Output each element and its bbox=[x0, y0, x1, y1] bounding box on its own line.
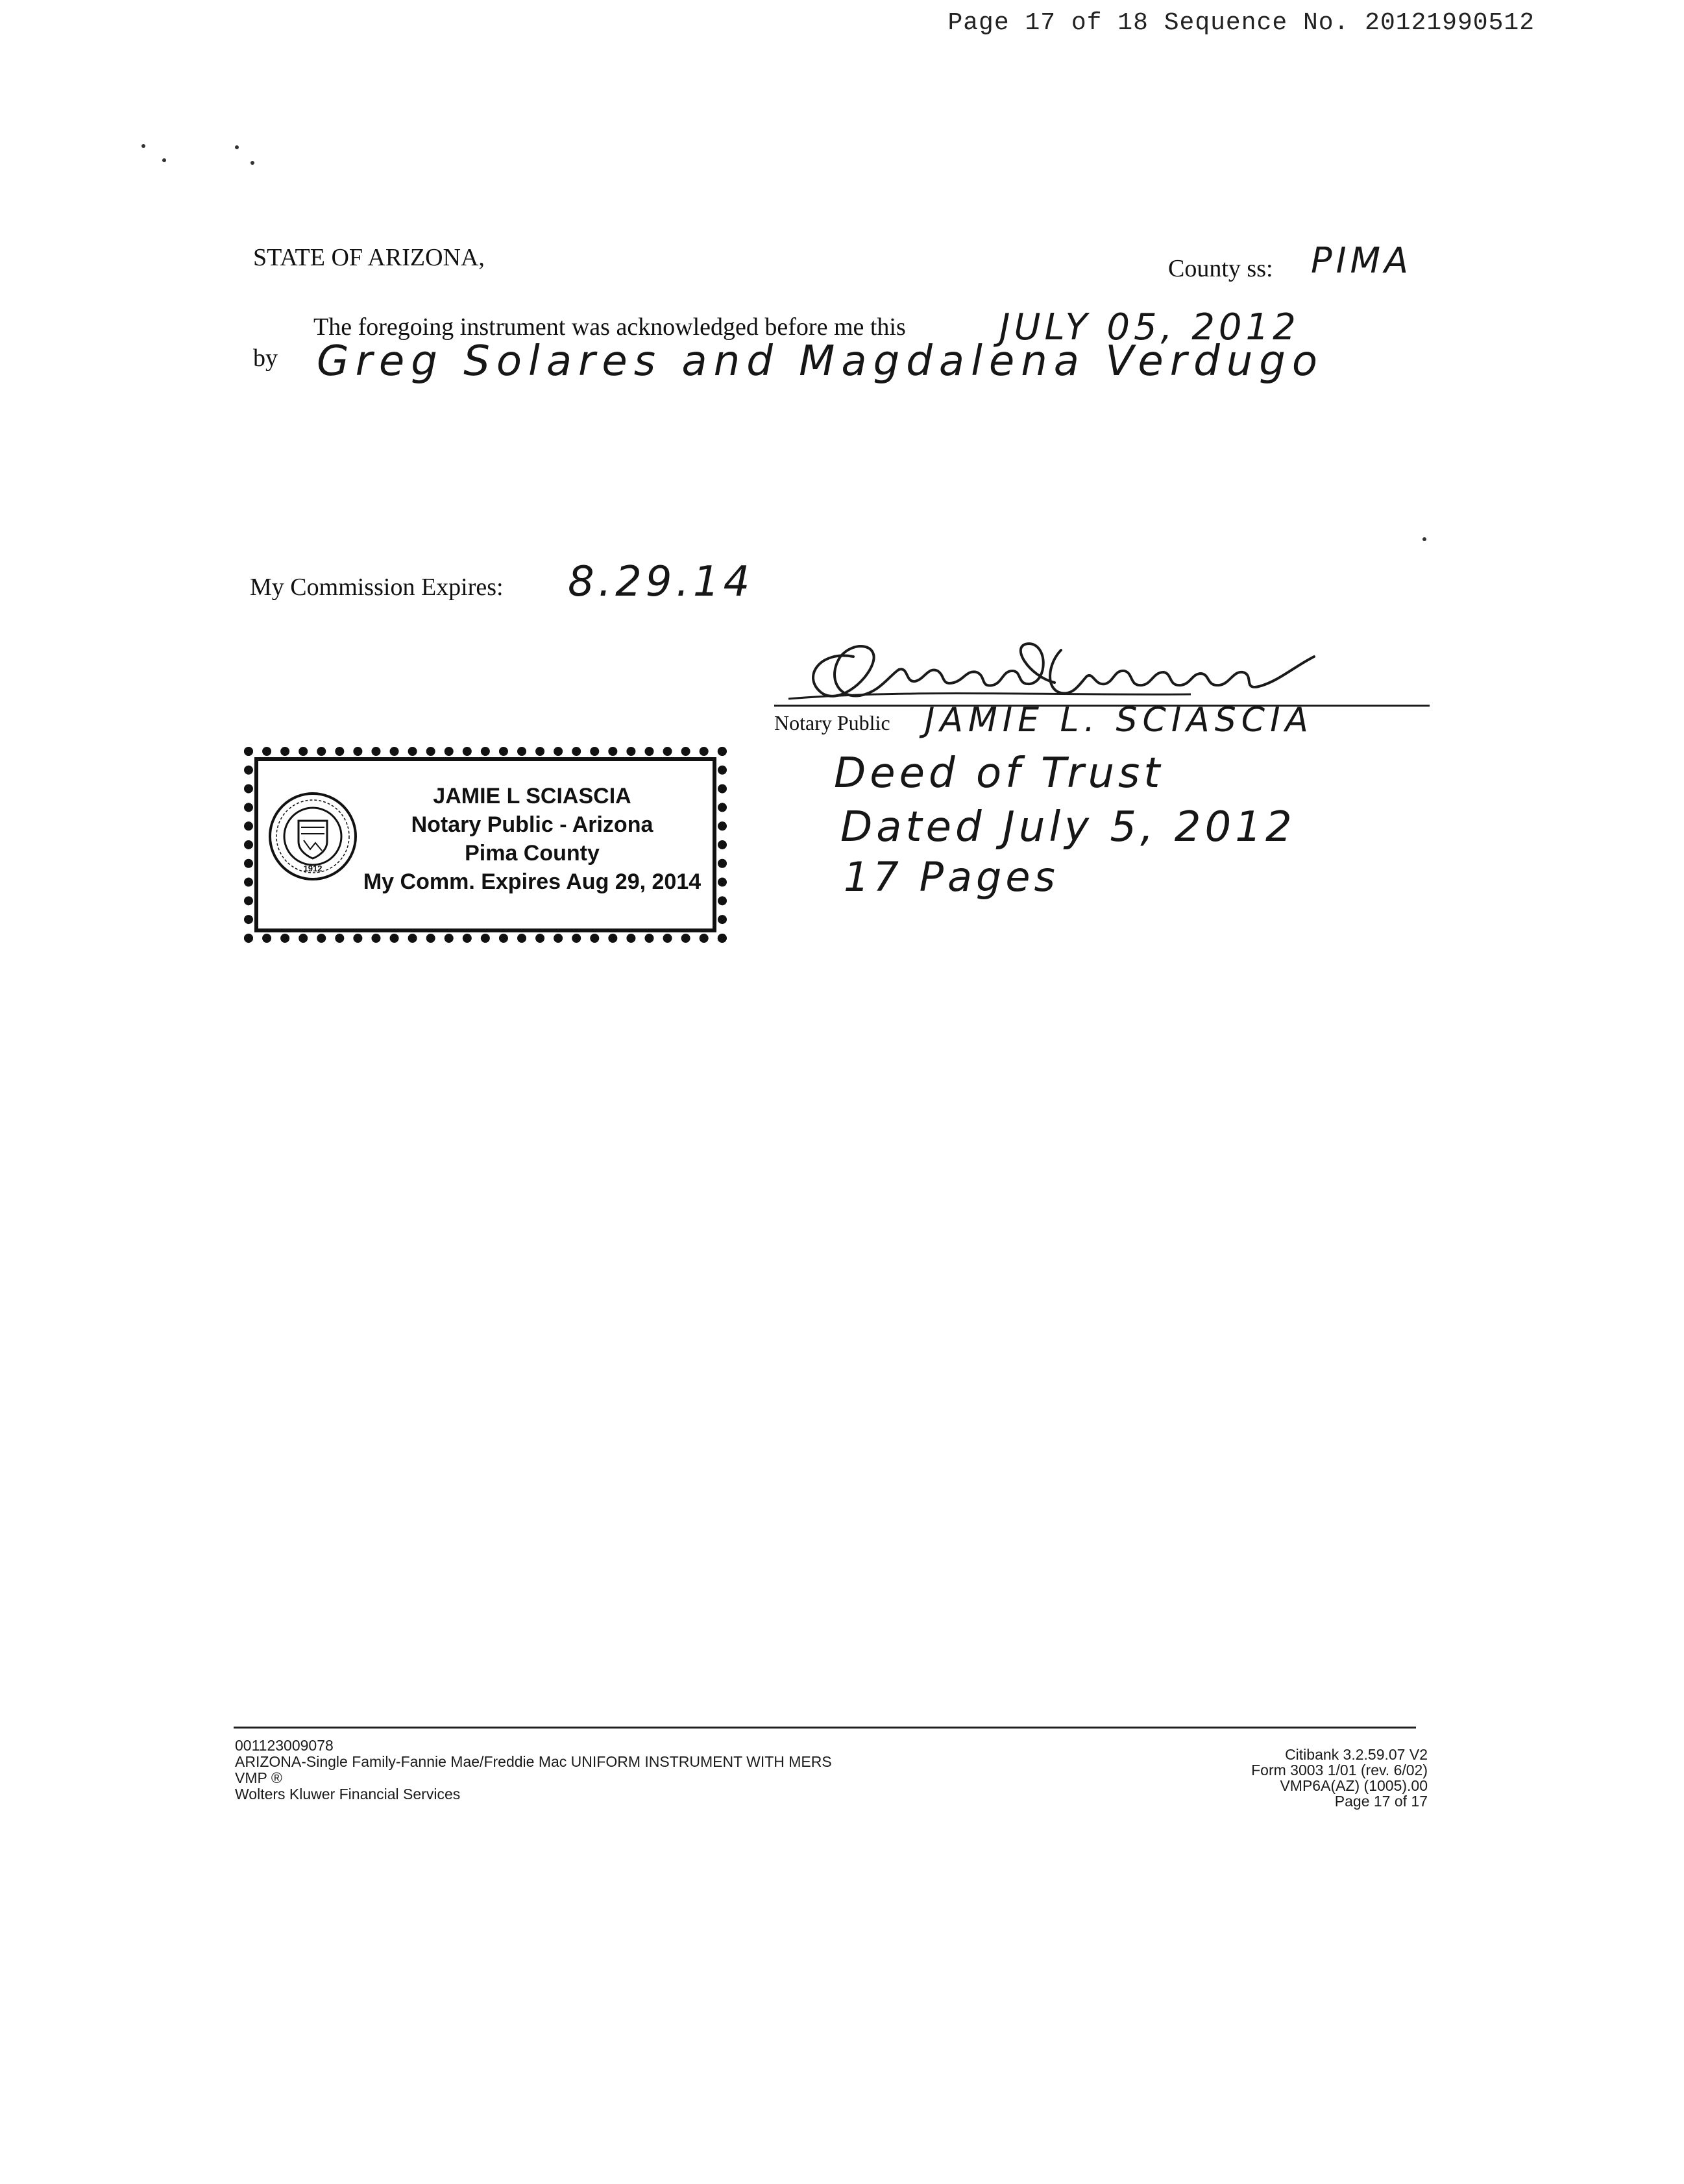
stamp-notary-name: JAMIE L SCIASCIA bbox=[433, 784, 631, 808]
svg-text:1912: 1912 bbox=[303, 864, 323, 873]
commission-expires-value: 8.29.14 bbox=[568, 558, 754, 606]
lender-code: Citibank 3.2.59.07 V2 bbox=[1285, 1746, 1428, 1763]
stamp-notary-title: Notary Public - Arizona bbox=[411, 812, 653, 837]
state-seal-icon bbox=[267, 791, 358, 882]
scan-speck bbox=[141, 144, 145, 148]
acknowledgment-text: The foregoing instrument was acknowledged before me this bbox=[313, 313, 906, 341]
notary-public-label: Notary Public bbox=[774, 711, 890, 734]
footer-left-block bbox=[235, 1738, 832, 1802]
notary-stamp bbox=[254, 757, 716, 932]
page-sequence-header: Page 17 of 18 Sequence No. 20121990512 bbox=[947, 9, 1535, 37]
form-number: Form 3003 1/01 (rev. 6/02) bbox=[1251, 1762, 1428, 1778]
handwritten-note-line: Dated July 5, 2012 bbox=[840, 803, 1296, 851]
acknowledged-date: JULY 05, 2012 bbox=[999, 306, 1300, 348]
notary-signature bbox=[775, 631, 1360, 709]
state-title: STATE OF ARIZONA, bbox=[253, 244, 485, 271]
county-label: County ss: bbox=[1168, 255, 1273, 282]
publisher-name: Wolters Kluwer Financial Services bbox=[235, 1786, 461, 1802]
scan-speck bbox=[235, 145, 239, 149]
form-description: ARIZONA-Single Family-Fannie Mae/Freddie Mac UNIFORM INSTRUMENT WITH MERS bbox=[235, 1753, 832, 1770]
vmp-code: VMP6A(AZ) (1005).00 bbox=[1280, 1777, 1428, 1794]
vmp-mark: VMP ® bbox=[235, 1769, 282, 1786]
handwritten-note-line: Deed of Trust bbox=[834, 749, 1164, 797]
footer-rule bbox=[234, 1727, 1416, 1729]
footer-right-block bbox=[1251, 1747, 1428, 1809]
scan-speck bbox=[1422, 537, 1426, 541]
footer-page-number: Page 17 of 17 bbox=[1334, 1793, 1428, 1810]
signer-names: Greg Solares and Magdalena Verdugo bbox=[317, 337, 1324, 385]
by-label: by bbox=[253, 345, 278, 372]
handwritten-note-line: 17 Pages bbox=[844, 853, 1059, 901]
scan-speck bbox=[162, 158, 166, 162]
commission-expires-label: My Commission Expires: bbox=[250, 574, 504, 601]
stamp-expiration: My Comm. Expires Aug 29, 2014 bbox=[363, 869, 702, 894]
county-value: PIMA bbox=[1311, 240, 1413, 281]
loan-number: 001123009078 bbox=[235, 1737, 334, 1754]
notary-printed-name: JAMIE L. SCIASCIA bbox=[925, 701, 1313, 740]
stamp-text-block bbox=[356, 782, 709, 896]
stamp-county: Pima County bbox=[465, 841, 600, 866]
scan-speck bbox=[250, 161, 254, 165]
